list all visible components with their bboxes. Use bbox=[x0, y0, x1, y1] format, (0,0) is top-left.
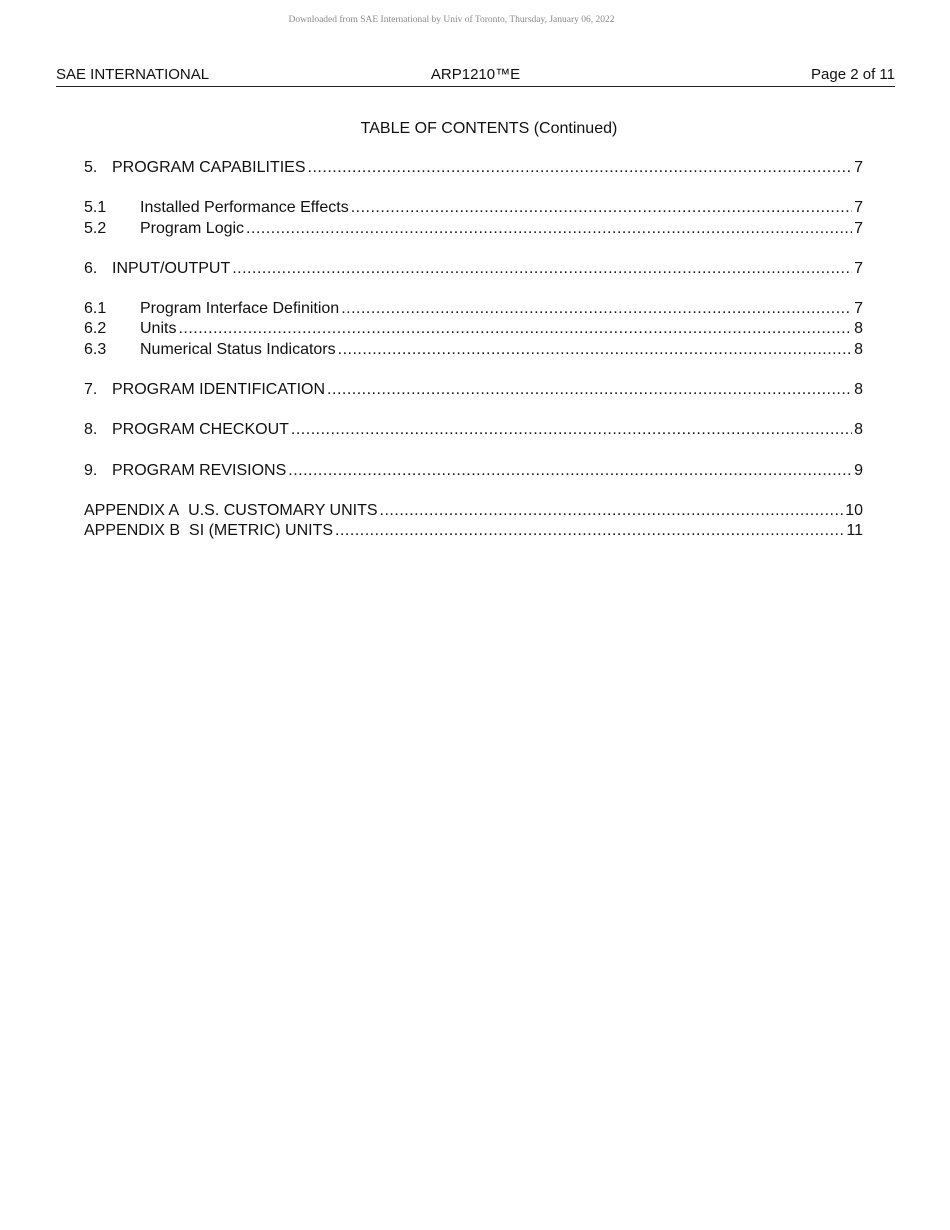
toc-entry-number: 8. bbox=[84, 421, 98, 439]
toc-leader-dots bbox=[341, 299, 852, 319]
toc-leader-dots bbox=[351, 198, 852, 218]
toc-entry-page: 8 bbox=[854, 340, 863, 358]
toc-entry-title: PROGRAM REVISIONS bbox=[112, 461, 287, 479]
toc-entry-number: 5.1 bbox=[84, 199, 107, 217]
download-watermark: Downloaded from SAE International by Univ of Toronto, Thursday, January 06, 2022 bbox=[288, 15, 615, 25]
toc-entry-page: 9 bbox=[854, 461, 863, 479]
header-page-number: Page 2 of 11 bbox=[811, 66, 895, 83]
toc-entry-title: U.S. CUSTOMARY UNITS bbox=[188, 501, 378, 519]
toc-entry-page: 7 bbox=[854, 259, 863, 277]
toc-entry-appendix[interactable] bbox=[84, 501, 863, 521]
toc-entry[interactable] bbox=[84, 299, 863, 319]
toc-entry-number: APPENDIX B bbox=[84, 522, 181, 540]
toc-leader-dots bbox=[246, 219, 852, 239]
toc-entry-title: PROGRAM CHECKOUT bbox=[112, 421, 289, 439]
toc-entry[interactable] bbox=[84, 380, 863, 400]
toc-leader-dots bbox=[291, 420, 852, 440]
toc-entry-title: Numerical Status Indicators bbox=[140, 340, 336, 358]
toc-entry-number: 7. bbox=[84, 381, 98, 399]
toc-leader-dots bbox=[338, 340, 852, 360]
toc-entry-title: Installed Performance Effects bbox=[140, 199, 349, 217]
toc-leader-dots bbox=[380, 501, 844, 521]
toc-entry-number: APPENDIX A bbox=[84, 501, 180, 519]
toc-entry-title: Program Logic bbox=[140, 219, 245, 237]
toc-entry-page: 7 bbox=[854, 219, 863, 237]
toc-entry[interactable] bbox=[84, 219, 863, 239]
toc-leader-dots bbox=[308, 158, 853, 178]
toc-entry-title: SI (METRIC) UNITS bbox=[189, 522, 334, 540]
toc-entry-number: 6.2 bbox=[84, 320, 107, 338]
page-header bbox=[56, 66, 895, 87]
toc-entry[interactable] bbox=[84, 259, 863, 279]
toc-entry-page: 8 bbox=[854, 421, 863, 439]
toc-leader-dots bbox=[288, 461, 852, 481]
toc-entry-number: 9. bbox=[84, 461, 98, 479]
toc-entry-page: 10 bbox=[845, 501, 863, 519]
toc-entry-page: 8 bbox=[854, 381, 863, 399]
toc-entry[interactable] bbox=[84, 158, 863, 178]
toc-entry-number: 5.2 bbox=[84, 219, 107, 237]
toc-entry-page: 11 bbox=[846, 522, 863, 540]
toc-leader-dots bbox=[327, 380, 852, 400]
toc-leader-dots bbox=[335, 521, 844, 541]
toc-entry-number: 6.1 bbox=[84, 300, 107, 318]
toc-entry-page: 8 bbox=[854, 320, 863, 338]
toc-entry-title: Units bbox=[140, 320, 177, 338]
toc-entry-appendix[interactable] bbox=[84, 521, 863, 541]
toc-entry-title: PROGRAM IDENTIFICATION bbox=[112, 381, 326, 399]
toc-entry-number: 6. bbox=[84, 259, 98, 277]
toc-entry-title: PROGRAM CAPABILITIES bbox=[112, 159, 306, 176]
toc-title: TABLE OF CONTENTS (Continued) bbox=[360, 120, 618, 137]
toc-entry-page: 7 bbox=[854, 300, 863, 318]
toc-entry-number: 6.3 bbox=[84, 340, 107, 358]
header-doc-id: ARP1210™E bbox=[430, 66, 521, 83]
toc-entry-title: Program Interface Definition bbox=[140, 300, 340, 318]
toc-entry-number: 5. bbox=[84, 159, 98, 176]
toc-entry[interactable] bbox=[84, 198, 863, 218]
toc-entry-page: 7 bbox=[854, 159, 863, 176]
toc-entry[interactable] bbox=[84, 461, 863, 481]
toc-entry-title: INPUT/OUTPUT bbox=[112, 259, 231, 277]
toc-leader-dots bbox=[178, 319, 852, 339]
toc-entry[interactable] bbox=[84, 420, 863, 440]
toc-leader-dots bbox=[232, 259, 852, 279]
toc-entry[interactable] bbox=[84, 340, 863, 360]
table-of-contents bbox=[84, 158, 863, 542]
toc-entry[interactable] bbox=[84, 319, 863, 339]
header-org: SAE INTERNATIONAL bbox=[56, 66, 210, 83]
toc-entry-page: 7 bbox=[854, 199, 863, 217]
